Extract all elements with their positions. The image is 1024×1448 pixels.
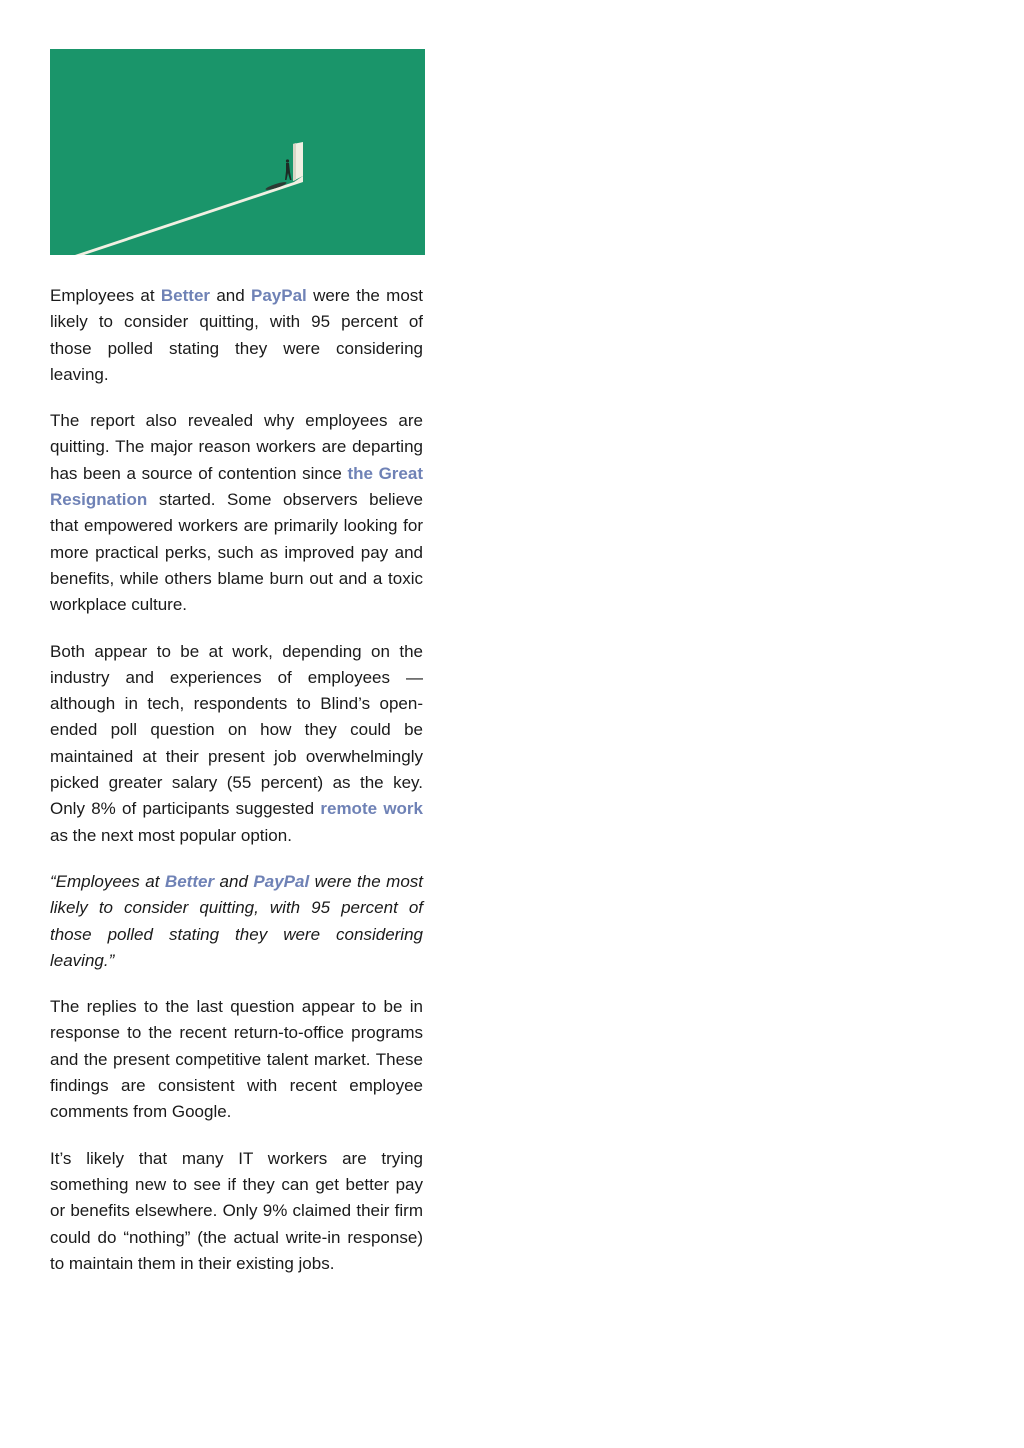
paragraph-text: Both appear to be at work, depending on the industry and experiences of employees — although in tech, respondents to Blind’s open-ended poll question on how they could be maintained at their present job overwhelmingly picked greater salary (55 percent) as the key. Only 8% of participants suggested [50, 641, 423, 819]
article [50, 49, 423, 1297]
paragraph-text: were the most likely to consider quitting, with 95 percent of those polled stating they were considering leaving. [50, 286, 423, 384]
quote-link-paypal[interactable]: PayPal [253, 871, 310, 891]
quote-text: “Employees at [50, 871, 165, 891]
paragraph-6 [50, 1146, 423, 1277]
hero-background [50, 49, 425, 255]
link-better[interactable]: Better [160, 286, 211, 305]
quote-text: were the most likely to consider quitting, with 95 percent of those polled stating they were considering leaving.” [50, 871, 423, 970]
link-paypal[interactable]: PayPal [251, 286, 307, 305]
paragraph-1 [50, 283, 423, 388]
pull-quote [50, 869, 423, 974]
paragraph-text: and [210, 286, 251, 305]
paragraph-text: It’s likely that many IT workers are trying something new to see if they can get better pay or benefits elsewhere. Only 9% claimed their firm could do “nothing” (the actual write-in response) to maintain them in their existing jobs. [50, 1148, 423, 1273]
doorway-edge [293, 143, 296, 181]
quote-text: and [214, 871, 254, 891]
hero-illustration [50, 49, 425, 255]
paragraph-text: The report also revealed why employees are quitting. The major reason workers are departing has been a source of contention since [50, 411, 423, 483]
paragraph-3 [50, 639, 423, 849]
link-remote-work[interactable]: remote work [320, 799, 423, 819]
link-great-resignation[interactable]: the Great Resignation [50, 463, 423, 510]
paragraph-2 [50, 408, 423, 618]
paragraph-5 [50, 994, 423, 1125]
quote-link-better[interactable]: Better [164, 871, 215, 891]
paragraph-text: Employees at [50, 286, 161, 305]
paragraph-text: The replies to the last question appear to be in response to the recent return-to-office programs and the present competitive talent market. These findings are consistent with recent employee comments from Google. [50, 997, 423, 1122]
paragraph-text: as the next most popular option. [50, 825, 292, 845]
paragraph-text: started. Some observers believe that empowered workers are primarily looking for more practical perks, such as improved pay and benefits, while others blame burn out and a toxic workplace culture. [50, 490, 423, 615]
